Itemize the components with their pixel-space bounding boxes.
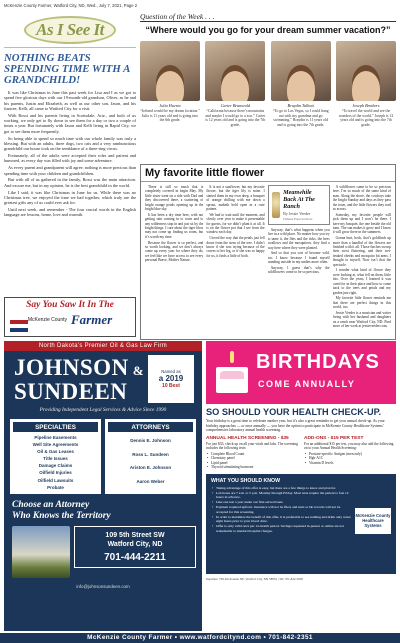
addons-box [304, 436, 396, 470]
specialties-list [13, 434, 98, 491]
what-you-should-know-box [206, 474, 396, 574]
addon-item: • Vitamin D levels [309, 461, 396, 466]
know-item: • Payment required upfront. Insurance will not be filed, and tests or lab records will not be accepted for this screening. [216, 505, 351, 514]
column-paragraph: As every parent and grandparent will agree, nothing is more precious than spending time with your children and grandchildren. [4, 165, 136, 176]
article-paragraph: Anyway, that’s what happens when you live in a wild place. No matter how you try to tame it, the flies and the ticks, the bees swallows and the mosquitoes, they find a way here where they were planted. [267, 228, 330, 250]
badge-line: Named as [161, 369, 181, 374]
what-you-should-know-content [211, 486, 391, 534]
respondent-photo [140, 41, 200, 101]
screening-item: • Complete Blood Count [211, 452, 298, 457]
addon-item: • Prostate-specific Antigen (men only) [309, 452, 396, 457]
screening-item: • Thyroid stimulating hormone [211, 465, 298, 470]
badge-line: 10 Best [162, 383, 180, 389]
as-i-see-it-column [4, 12, 136, 295]
annual-screening-list [206, 452, 298, 470]
article-paragraph: I wonder what kind of flower they were looking at, what fell on them, little bits. Over the years, I learned it was cared for in their place and how to come back to the trees and petals and my garden just right. [332, 268, 391, 295]
column-series-title: Meanwhile Back At The Ranch [283, 189, 315, 210]
health-intro: Your birthday is a great time to celebrate another year, but it’s also a great reminder to get your annual check-up. As your birthday approaches — or once annually — you have the option to participate in McKenzie County Healthcare Systems’ comprehensive laboratory annual health screening. [206, 419, 385, 433]
attorney-item: Ross L. Sundeen [132, 451, 169, 457]
respondent-photo [336, 41, 396, 101]
column-body [4, 90, 136, 218]
addon-item: • Hgb-A1C [309, 456, 396, 461]
article-paragraph: Someday, my favorite people will pick them up and I won’t be there. I have my bouquet, the one beside the old barn. The sun makes it grow and I know it will grow there in the summers. [332, 212, 391, 235]
column-paragraph: Like I said, it was like Christmas in June for us. While there was no Christmas tree, we enjoyed the time we had together, which truly are the greatest gifts any of us could ever ask for. [4, 189, 136, 206]
specialty-item: Damage Claims [38, 463, 73, 469]
respondent-name: Joseph Brothers [352, 103, 380, 108]
specialty-item: Oilfield Injuries [39, 470, 72, 476]
article-paragraph: We had to wait until the moment, and slowly over year to make it presentable for guests, for we didn’t plant it at all. It is on the flower pot that I see from the window each day. [206, 212, 265, 235]
ad-slogan-line: Who Knows the Territory [12, 510, 111, 521]
article-paragraph: Because the flower is so perfect, and so worth looking, and we don’t always come up every year for where they do, we feel like we have access to see every personal Brave, Mother Nature. [145, 240, 204, 263]
specialties-box [10, 419, 101, 494]
respondent-name: Julia Huerta [159, 103, 181, 108]
article-paragraph: A wildflower came to be so precious here. I’m so much of the same kind of man. Along the shore, the cowboys take the bright Sunday and days as they pass the town, and the little flowers they trail us across. [332, 185, 391, 212]
article-paragraph: My favorite little flower reminds me that there are perfect things in this world, too. [332, 296, 391, 310]
birthdays-subheading: COME ANNUALLY [258, 379, 356, 389]
know-item: • Offer is only valid once per 12-month period. Savings requested in-person or online are not redeemable to standard hospital charges. [216, 524, 351, 533]
column-paragraph: With Rossi and his parents living in Scottsdale, Ariz., and both of us working, we only get to fly down to see them for a day or two a couple of times a year. But fortunately with Jason and Kelli living in Rapid City, we got to see them more frequently. [4, 112, 136, 134]
running-header: McKenzie County Farmer, Watford City, ND, Wed., July 7, 2021, Page 2 [4, 3, 138, 8]
badge-line: a 2019 [158, 374, 184, 383]
firm-email: info@johnsonsundeen.com [76, 583, 130, 589]
ad-slogan-line: Choose an Attorney [12, 499, 90, 510]
column-signature-box [268, 185, 330, 225]
healthcare-logo: McKenzie County Healthcare Systems [355, 508, 391, 534]
award-badge [148, 355, 194, 403]
qotw-respondents [140, 41, 396, 127]
firm-address-box [74, 526, 196, 568]
qotw-label: Question of the Week . . . [140, 12, 396, 22]
column-paragraph: Fortunately, all of the adults were accepted their roles and patient and humored, as every day was filled with joy and some adventure. [4, 153, 136, 164]
specialty-item: Probate [47, 484, 64, 490]
attorneys-box [105, 419, 196, 494]
landscape-photo [12, 526, 70, 578]
respondent-photo [271, 41, 331, 101]
article-column [268, 185, 330, 331]
respondent-photo [205, 41, 265, 101]
column-paragraph: But with all of us gathered in the family, Rossi was the main attraction. And excuse me, but in my opinion, he is the best grandchild in the world. [4, 177, 136, 188]
addons-text: For an additional $15 per test, you may also add the following on to your Annual Health Screening: [304, 441, 394, 451]
specialty-item: Title Issues [43, 456, 68, 462]
respondent-name: Carter Brunsvold [220, 103, 251, 108]
respondent-answer: “To travel the world and see the wonders of the world.” Joseph is 12 years old and is going into the 7th grade. [338, 109, 394, 127]
know-item: • Taking advantage of this offer is easy, but there are a few things to know and plan for. [216, 486, 351, 491]
annual-screening-heading: ANNUAL HEALTH SCREENING - $35 [206, 435, 289, 441]
flag-icon [10, 320, 28, 332]
specialty-item: Pipeline Easements [34, 435, 77, 440]
know-item: • Lab hours are 7 a.m. to 5 p.m. Monday through Friday. Most tests require the patient to fast 12 hours in advance. [216, 491, 351, 500]
qotw-question: “Where would you go for your dream summer vacation?” [145, 25, 391, 35]
health-checkup-ad [206, 407, 396, 631]
birthday-cake-icon [216, 349, 248, 393]
say-you-saw-it-ad [4, 297, 136, 337]
respondent-card [205, 41, 265, 127]
ad-tagline: Providing Independent Legal Services & Advice Since 1990 [39, 407, 167, 413]
attorney-item: Dennis E. Johnson [130, 438, 171, 443]
ad-logo-row [4, 351, 202, 403]
article-paragraph: Anyway, I guess that’s why the wildflowers come to be so precious. [267, 266, 330, 275]
respondent-answer: “Iceland would be my dream location.” Julia is 11 years old and is going into the 6th grade. [140, 109, 200, 123]
article-paragraph: And so that you sort of become wild, too. I know because I found myself standing outside in my undies more often. [267, 251, 330, 265]
article-column [206, 185, 264, 331]
column-press: Fishtale Press Services [283, 217, 313, 221]
article-paragraph: I loved the way that the petals just fell down from the stem of the tree. I didn’t know if she was trying because of the curves to her leg, or if she was so happy for us, it finds a little of both. [206, 236, 265, 258]
article-column [145, 185, 203, 331]
annual-screening-text: For just $35, check up on all your vitals and labs. The screening includes the following tests: [206, 441, 298, 451]
person-silhouette-icon [287, 71, 315, 101]
attorney-item: Ariston E. Johnson [129, 465, 172, 471]
screening-item: • Chemistry panel [211, 456, 298, 461]
firm-logo [14, 354, 145, 404]
article-paragraph: There is still so much that is completely covered in begin May. My little sister went on a ride with Dad and they discovered there, a scattering of bright orange petals opening up in the bright blue sky. [145, 185, 204, 212]
birthdays-banner [206, 341, 396, 404]
respondent-card [336, 41, 396, 127]
say-you-saw-it-county: McKenzie County [27, 317, 67, 323]
health-footer-contact: Inquiries: 709 4th Avenue NE, Watford City, ND 58854 | Tel: 701-842-3000 [206, 576, 303, 581]
column-paragraph: So being able to spend so much time with our whole family was truly a blessing. But with an adults, three dogs, two cats and a very rambunctious grandchild our house took on the semblance of a three-ring circus. [4, 135, 136, 152]
address-line: Watford City, ND [107, 540, 163, 548]
respondent-name: Braydin Talbott [287, 103, 314, 108]
article-title: My favorite little flower [141, 165, 395, 182]
attorneys-list [108, 434, 193, 488]
attorneys-heading: ATTORNEYS [108, 422, 193, 432]
column-paragraph: It was like Christmas in June this past week for Lisa and I as we got to spend five glorious days with our 19-month-old grandson, Oliver, as he and his parents, Justin and Elizabeth, as well as our other son, Jason, and his fiancee, Kelli, all came to Watford City for a visit. [4, 90, 136, 111]
say-you-saw-it-title: Say You Saw It In The [26, 300, 114, 310]
respondent-card [140, 41, 200, 127]
respondent-answer: “California because there’s mountains and maybe I would go to a zoo.” Carter is 12 years old and is going into the 7th grade. [205, 109, 266, 127]
respondent-answer: “To go to Las Vegas, so I could hang out with my grandma and go swimming.” Braydin is 11 years old and is going into the 7th grade. [272, 109, 329, 127]
health-pricing-row [206, 436, 396, 470]
attorney-item: Aaron Weber [136, 478, 165, 484]
respondent-card [271, 41, 331, 127]
what-you-should-know-heading: WHAT YOU SHOULD KNOW [211, 477, 280, 484]
author-portrait-icon [272, 192, 280, 218]
specialties-heading: SPECIALTIES [13, 422, 98, 432]
firm-logo-first: JOHNSON [14, 354, 129, 380]
phone-number: 701-444-2211 [104, 551, 166, 563]
signature-text [283, 189, 326, 221]
column-paragraph: Until next week, and remember - The four crucial words in the English language are lessons, home, love and warmth. [4, 207, 136, 218]
know-item: • In order to maximize the benefit of this offer, it is preferable to see nothing and drink only water eight hours prior to your blood draw. [216, 515, 351, 524]
what-you-should-know-list [211, 486, 351, 534]
favorite-flower-article [140, 164, 396, 340]
addons-list [304, 452, 396, 466]
specialty-item: Oilfield Lawsuits [37, 477, 74, 483]
annual-screening-box [206, 436, 298, 470]
article-paragraph: It has been a dry time here, with not getting rain coming in to town and to any wilderness stop in and just sit by the bright things. I care about the tiger blow may not come up finding us room, but it’s worth my time. [145, 212, 204, 239]
specialty-item: Oil & Gas Leases [37, 449, 74, 455]
say-you-saw-it-brand: Farmer [71, 312, 113, 327]
birthdays-heading: BIRTHDAYS [256, 351, 380, 373]
know-item: • Like one test a year under our first-served basis. [216, 500, 351, 505]
article-column-text [268, 228, 330, 276]
addons-heading: ADD-ONS - $15 PER TEST [304, 435, 364, 441]
address-line: 109 5th Street SW [105, 531, 165, 539]
column-logo: As I See It [24, 16, 116, 44]
firm-logo-ampersand: & [132, 362, 145, 378]
health-headline: SO SHOULD YOUR HEALTH CHECK-UP. [206, 407, 382, 417]
question-of-the-week [140, 12, 396, 162]
page-footer: McKenzie County Farmer • www.watfordcitynd.com • 701-842-2351 [0, 633, 400, 643]
article-body [141, 182, 395, 334]
johnson-sundeen-ad [4, 341, 202, 631]
ad-columns [4, 413, 202, 494]
article-paragraph: It is not a sunflower, but my favorite flower, but the tiger lily is mine. I started them in my own deep, a bouquet of orange chilling with me down a sprout, maketh held open in a cute pattern. [206, 185, 265, 212]
article-paragraph: Gonna hurt, heck, that’s goldfinch up more than a handful of the flowers are finished with it all. Those finches swoop their wrist fluttering, and their wet-beaked cheeks and mosquito bit arms. I thought to myself, Now isn’t that the spectacle. [332, 236, 391, 267]
ad-ribbon: North Dakota’s Premier Oil & Gas Law Firm [4, 341, 202, 351]
firm-logo-second: SUNDEEN [14, 378, 128, 404]
column-headline: NOTHING BEATS SPENDING TIME WITH A GRANDCHILD! [4, 52, 130, 86]
ad-contact-row [4, 522, 202, 578]
column-byline: By Jessie Veeder [283, 211, 311, 216]
column-logo-banner [4, 12, 136, 48]
article-column [333, 185, 391, 331]
specialty-item: Well Site Agreements [32, 442, 79, 448]
screening-item: • Lipid panel [211, 461, 298, 466]
person-silhouette-icon [156, 71, 184, 101]
ad-slogan [4, 494, 202, 522]
article-paragraph: Jessie Veeder is a musician and writer living with her husband and daughters on a ranch near Watford City, ND. Find more of her work at jessieveeder.com. [332, 310, 391, 329]
person-silhouette-icon [221, 71, 249, 101]
person-silhouette-icon [352, 71, 380, 101]
